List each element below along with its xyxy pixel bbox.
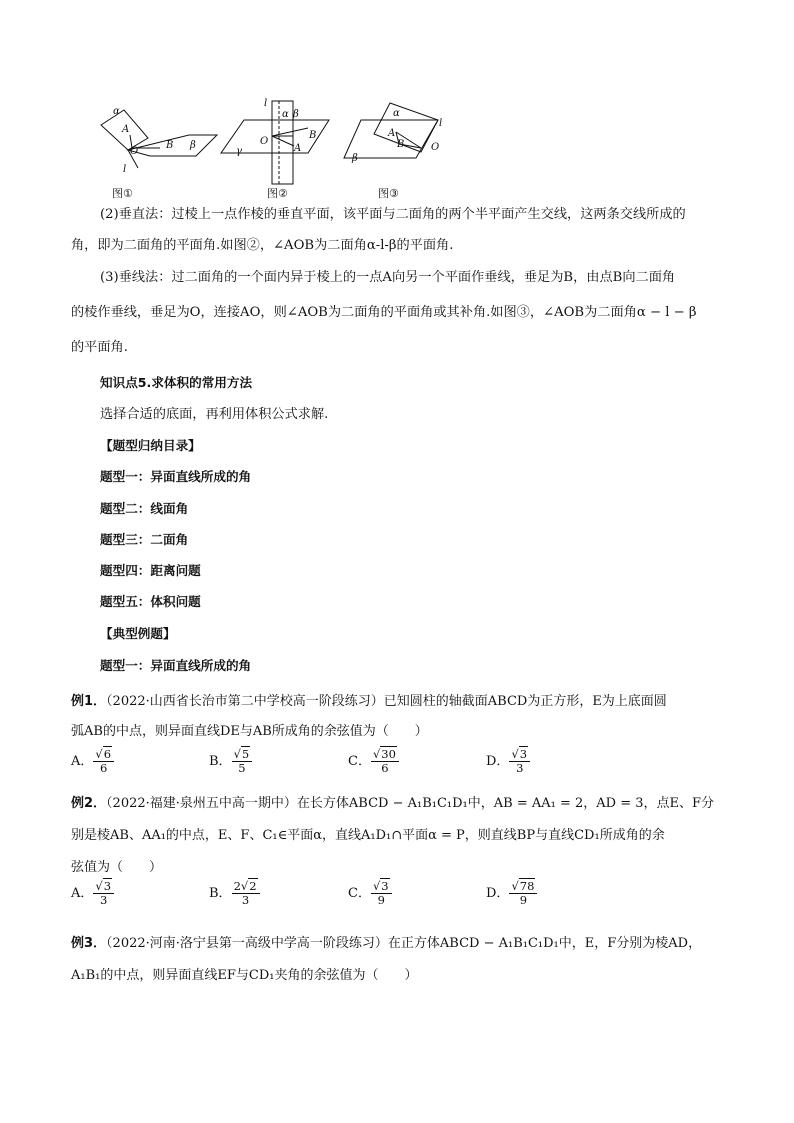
examples-title: 【典型例题】: [100, 626, 176, 641]
type-item-2: 题型二：线面角: [100, 501, 189, 516]
fig3-label: l: [439, 118, 443, 129]
type-item-4: 题型四：距离问题: [100, 563, 201, 578]
example-2-option-b[interactable]: B． $\frac{2√2}{3}$: [209, 880, 260, 907]
example-1-line1: [71, 690, 667, 709]
example-2-line1: [71, 792, 714, 811]
fig3-label: α: [393, 108, 400, 119]
fig2-label: A: [294, 143, 302, 154]
figure-1-drawing: [101, 110, 217, 168]
example-1-option-c[interactable]: C． $\frac{√30}{6}$: [348, 748, 399, 775]
example-1-option-d[interactable]: D． $\frac{√3}{3}$: [486, 748, 530, 775]
example-label: 例2．: [71, 796, 107, 811]
fig2-label: β: [293, 109, 299, 120]
figure-caption-2: 图②: [267, 187, 288, 200]
example-label: 例1．: [71, 694, 107, 709]
fig1-label: β: [190, 140, 196, 151]
method-perpendicular-plane-line1: (2)垂直法：过棱上一点作棱的垂直平面，该平面与二面角的两个半平面产生交线，这两条交线所成的: [100, 207, 686, 222]
fig2-label: l: [264, 98, 268, 109]
knowledge-point-5-title: 知识点5.求体积的常用方法: [100, 375, 253, 390]
fig2-label: B: [309, 130, 317, 141]
knowledge-point-5-body: 选择合适的底面，再利用体积公式求解.: [100, 407, 329, 422]
example-1-option-b[interactable]: B． $\frac{√5}{5}$: [209, 748, 252, 775]
example-1-option-a[interactable]: A． $\frac{√6}{6}$: [71, 748, 114, 775]
example-text: （2022·河南·洛宁县第一高级中学高一阶段练习）在正方体ABCD − A₁B₁C₁D₁中，E，F分别为棱AD，: [106, 936, 702, 951]
fig3-label: B: [397, 139, 405, 150]
type-item-1: 题型一：异面直线所成的角: [100, 469, 252, 484]
example-3-line1: [71, 932, 701, 951]
example-text: （2022·山西省长治市第二中学校高一阶段练习）已知圆柱的轴截面ABCD为正方形，E为上底面圆: [106, 694, 667, 709]
example-1-line2: 弧AB的中点，则异面直线DE与AB所成角的余弦值为（ ）: [71, 724, 428, 739]
method-perpendicular-line-line2: 的棱作垂线，垂足为O，连接AO，则∠AOB为二面角的平面角或其补角.如图③，∠AOB为二面角α − l − β: [71, 305, 697, 320]
fig3-label: A: [388, 128, 396, 139]
fig1-label: A: [122, 124, 130, 135]
type-1-heading: 题型一：异面直线所成的角: [100, 658, 252, 673]
fig3-label: β: [352, 153, 358, 164]
example-2-line2: 别是棱AB、AA₁的中点，E、F、C₁∈平面α，直线A₁D₁∩平面α = P，则直线BP与直线CD₁所成角的余: [71, 828, 665, 843]
fig1-label: B: [166, 140, 174, 151]
fig3-label: O: [431, 142, 440, 153]
example-2-option-c[interactable]: C． $\frac{√3}{9}$: [348, 880, 392, 907]
figure-caption-1: 图①: [112, 187, 133, 200]
example-label: 例3．: [71, 936, 107, 951]
example-2-line3: 弦值为（ ）: [71, 860, 163, 875]
example-2-option-a[interactable]: A． $\frac{√3}{3}$: [71, 880, 114, 907]
type-item-3: 题型三：二面角: [100, 532, 189, 547]
fig2-label: γ: [236, 146, 242, 157]
catalog-title: 【题型归纳目录】: [100, 438, 201, 453]
fig1-label: O: [130, 146, 139, 157]
figure-caption-3: 图③: [378, 187, 399, 200]
fig2-label: α: [282, 109, 289, 120]
fig1-label: α: [113, 106, 120, 117]
type-item-5: 题型五：体积问题: [100, 594, 201, 609]
example-text: （2022·福建·泉州五中高一期中）在长方体ABCD − A₁B₁C₁D₁中，AB = AA₁ = 2，AD = 3，点E、F分: [106, 796, 715, 811]
method-perpendicular-line-line3: 的平面角.: [71, 340, 128, 355]
figure-2-drawing: [221, 101, 329, 184]
example-3-line2: A₁B₁的中点，则异面直线EF与CD₁夹角的余弦值为（ ）: [71, 968, 418, 983]
method-perpendicular-plane-line2: 角，即为二面角的平面角.如图②，∠AOB为二面角α-l-β的平面角.: [71, 238, 454, 253]
method-perpendicular-line-line1: (3)垂线法：过二面角的一个面内异于棱上的一点A向另一个平面作垂线，垂足为B，由点B向二面角: [100, 270, 676, 285]
fig2-label: O: [260, 136, 269, 147]
fig1-label: l: [123, 164, 127, 175]
example-2-option-d[interactable]: D． $\frac{√78}{9}$: [486, 880, 537, 907]
